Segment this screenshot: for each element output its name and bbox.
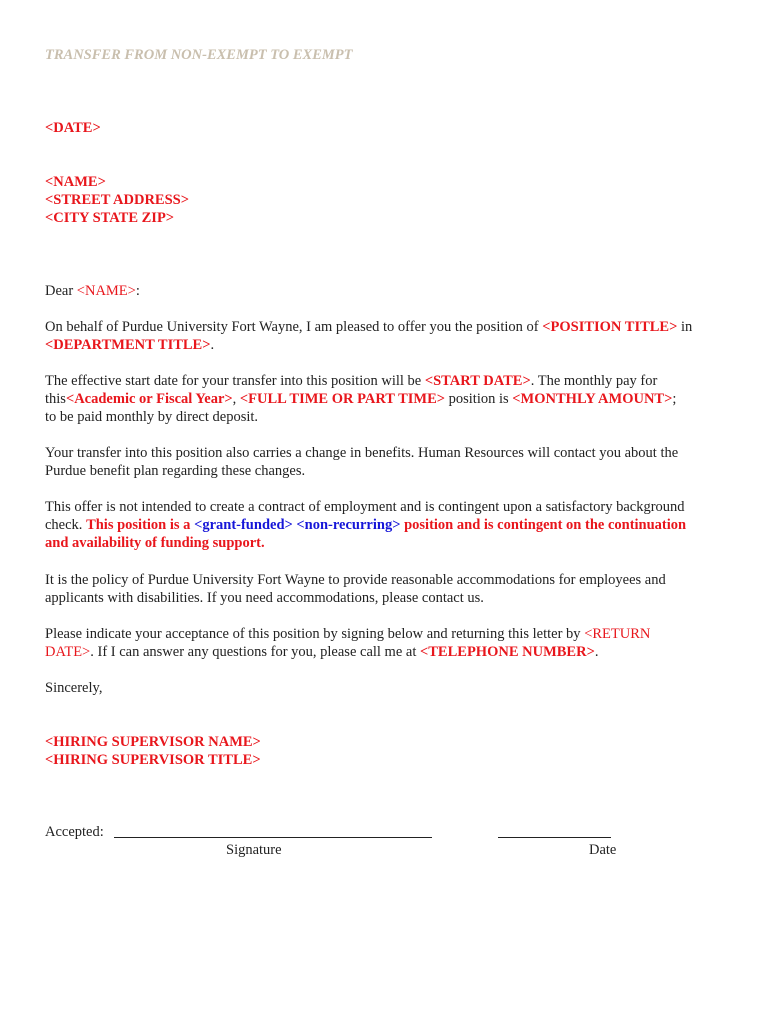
start-date-placeholder: <START DATE> [424, 373, 531, 389]
recipient-name: <NAME> [45, 174, 106, 190]
accepted-label: Accepted: [45, 824, 104, 840]
semicolon-text: ; [672, 391, 677, 407]
time-placeholder: <FULL TIME OR PART TIME> [239, 391, 446, 407]
salutation-prefix: Dear [45, 283, 77, 299]
supervisor-name-placeholder: <HIRING SUPERVISOR NAME> [45, 734, 261, 750]
contract-paragraph-line3: and availability of funding support. [45, 535, 265, 551]
recipient-street: <STREET ADDRESS> [45, 192, 189, 208]
year-placeholder: <Academic or Fiscal Year> [65, 391, 233, 407]
department-title-placeholder: <DEPARTMENT TITLE> [45, 337, 211, 353]
monthly-pay-text: . The monthly pay for [530, 373, 658, 389]
offer-period: . [210, 337, 215, 353]
grant-funded-placeholder: <grant-funded> [194, 517, 293, 533]
signature-line[interactable] [114, 837, 432, 838]
offer-text-in: in [677, 319, 693, 335]
supervisor-title-placeholder: <HIRING SUPERVISOR TITLE> [45, 752, 261, 768]
offer-text: On behalf of Purdue University Fort Wayne, I am pleased to offer you the position of [45, 319, 543, 335]
this-text: this [45, 391, 66, 407]
start-paragraph-line1 [45, 372, 657, 390]
return-date-placeholder-2: DATE> [45, 644, 91, 660]
signature-caption: Signature [226, 842, 282, 858]
position-title-placeholder: <POSITION TITLE> [542, 319, 678, 335]
period-text: . [594, 644, 599, 660]
contract-paragraph-line1: This offer is not intended to create a contract of employment and is contingent upon a satisfactory background [45, 499, 685, 515]
contract-paragraph-line2 [45, 516, 686, 534]
document-title: TRANSFER FROM NON-EXEMPT TO EXEMPT [45, 47, 353, 63]
offer-paragraph-line1 [45, 318, 692, 336]
check-text: check. [45, 517, 87, 533]
date-caption: Date [589, 842, 617, 858]
salutation [45, 282, 140, 300]
return-date-placeholder-1: <RETURN [584, 626, 651, 642]
acceptance-paragraph-line2 [45, 643, 598, 661]
policy-paragraph-line2: applicants with disabilities. If you need accommodations, please contact us. [45, 590, 484, 606]
policy-paragraph-line1: It is the policy of Purdue University Fort Wayne to provide reasonable accommodations for employees and [45, 572, 666, 588]
salutation-suffix: : [135, 283, 140, 299]
telephone-placeholder: <TELEPHONE NUMBER> [420, 644, 595, 660]
start-text: The effective start date for your transfer into this position will be [45, 373, 425, 389]
monthly-amount-placeholder: <MONTHLY AMOUNT> [512, 391, 673, 407]
offer-paragraph-line2 [45, 336, 214, 354]
acceptance-paragraph-line1 [45, 625, 650, 643]
position-is-text: position is [445, 391, 513, 407]
questions-text: . If I can answer any questions for you, please call me at [90, 644, 420, 660]
acceptance-text: Please indicate your acceptance of this position by signing below and returning this letter by [45, 626, 585, 642]
comma-text: , [232, 391, 240, 407]
contingent-text: position and is contingent on the continuation [400, 517, 687, 533]
benefits-paragraph-line1: Your transfer into this position also carries a change in benefits. Human Resources will contact you about the [45, 445, 679, 461]
funding-text: This position is a [86, 517, 195, 533]
start-paragraph-line2 [45, 390, 676, 408]
recipient-city: <CITY STATE ZIP> [45, 210, 175, 226]
closing: Sincerely, [45, 680, 103, 696]
date-line[interactable] [498, 837, 611, 838]
benefits-paragraph-line2: Purdue benefit plan regarding these changes. [45, 463, 306, 479]
start-paragraph-line3: to be paid monthly by direct deposit. [45, 409, 259, 425]
non-recurring-placeholder: <non-recurring> [296, 517, 401, 533]
date-placeholder: <DATE> [45, 120, 101, 136]
salutation-name: <NAME> [76, 283, 136, 299]
